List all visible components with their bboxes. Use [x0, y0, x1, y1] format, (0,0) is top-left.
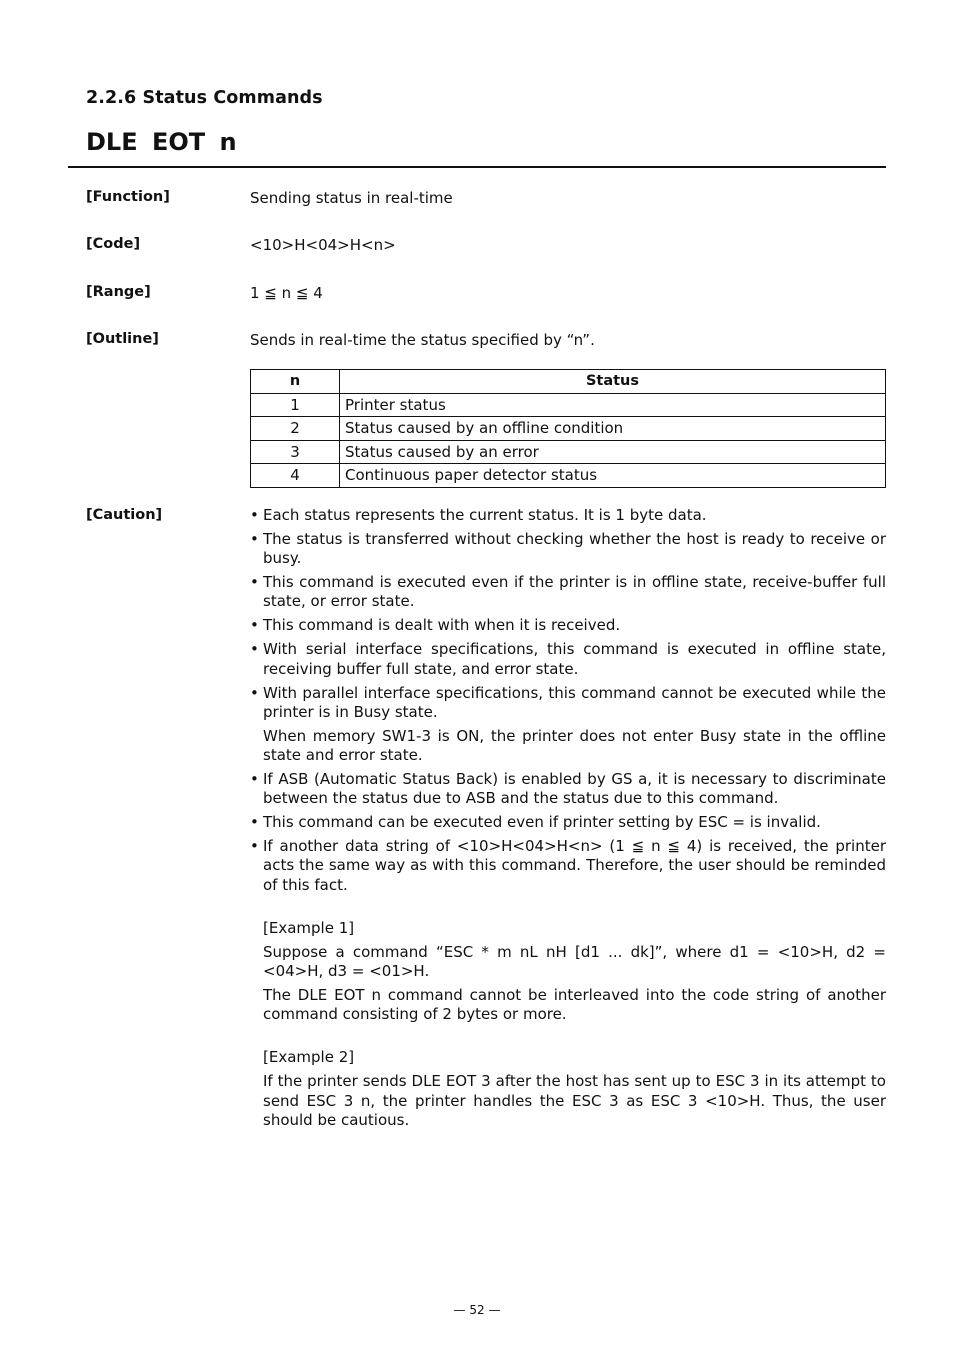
table-header-row	[251, 370, 886, 394]
function-value: Sending status in real-time	[250, 189, 453, 207]
bullet: •	[250, 683, 259, 702]
caution-item	[250, 770, 886, 808]
status-table	[250, 369, 886, 488]
cell-status: Printer status	[340, 393, 886, 417]
title-divider	[68, 166, 886, 168]
caution-text: With parallel interface specifications, this command cannot be executed while the printer is in Busy state.	[263, 683, 886, 721]
example2-label: [Example 2]	[263, 1048, 355, 1067]
example2-text: If the printer sends DLE EOT 3 after the host has sent up to ESC 3 in its attempt to send ESC 3 n, the printer handles the ESC 3 as ESC 3 <10>H. Thus, the user should be cautious.	[263, 1072, 886, 1129]
caution-text: This command can be executed even if printer setting by ESC = is invalid.	[263, 813, 821, 832]
code-label: [Code]	[86, 236, 141, 252]
caution-text: This command is executed even if the printer is in offline state, receive-buffer full state, or error state.	[263, 573, 886, 611]
caution-item	[250, 837, 886, 895]
bullet: •	[250, 530, 259, 548]
bullet: •	[250, 770, 259, 789]
range-value: 1 ≦ n ≦ 4	[250, 284, 323, 302]
example1-note: The DLE EOT n command cannot be interleaved into the code string of another command consisting of 2 bytes or more.	[263, 986, 886, 1024]
table-row	[251, 393, 886, 417]
caution-item	[250, 506, 886, 525]
caution-list-continued	[250, 770, 886, 895]
caution-list	[250, 506, 886, 722]
bullet: •	[250, 506, 259, 524]
bullet: •	[250, 573, 259, 592]
caution-text: This command is dealt with when it is received.	[263, 616, 621, 635]
table-row	[251, 417, 886, 441]
cell-status: Status caused by an error	[340, 440, 886, 464]
code-value: <10>H<04>H<n>	[250, 236, 396, 254]
parallel-note: When memory SW1-3 is ON, the printer does not enter Busy state in the offline state and error state.	[263, 726, 886, 765]
caution-text: If ASB (Automatic Status Back) is enabled by GS a, it is necessary to discriminate between the status due to ASB and the status due to this command.	[263, 770, 886, 808]
caution-item	[250, 813, 886, 832]
example1-label: [Example 1]	[263, 918, 355, 937]
cell-status: Status caused by an offline condition	[340, 417, 886, 441]
caution-body	[250, 506, 886, 1135]
caution-item	[250, 640, 886, 678]
caution-item	[250, 573, 886, 611]
caution-text: With serial interface specifications, this command is executed in offline state, receiving buffer full state, and error state.	[263, 640, 886, 678]
column-header-status: Status	[340, 370, 886, 394]
range-label: [Range]	[86, 284, 151, 300]
function-label: [Function]	[86, 189, 170, 205]
caution-text: The status is transferred without checking whether the host is ready to receive or busy.	[263, 530, 886, 568]
command-title: DLE EOT n	[86, 128, 237, 156]
outline-value: Sends in real-time the status specified by “n”.	[250, 331, 595, 349]
bullet: •	[250, 813, 259, 832]
bullet: •	[250, 616, 259, 635]
cell-n: 1	[251, 393, 340, 417]
column-header-n: n	[251, 370, 340, 394]
cell-n: 4	[251, 464, 340, 488]
caution-text: If another data string of <10>H<04>H<n> (1 ≦ n ≦ 4) is received, the printer acts the same way as with this command. Therefore, the user should be reminded of this fact.	[263, 837, 886, 894]
caution-item	[250, 684, 886, 722]
table-row	[251, 464, 886, 488]
cell-n: 2	[251, 417, 340, 441]
section-heading: 2.2.6 Status Commands	[86, 88, 323, 108]
page-number: — 52 —	[453, 1303, 501, 1317]
cell-n: 3	[251, 440, 340, 464]
example1-text: Suppose a command “ESC * m nL nH [d1 ... dk]”, where d1 = <10>H, d2 = <04>H, d3 = <01>H.	[263, 942, 886, 981]
bullet: •	[250, 640, 259, 659]
cell-status: Continuous paper detector status	[340, 464, 886, 488]
caution-item	[250, 616, 886, 635]
table-row	[251, 440, 886, 464]
outline-label: [Outline]	[86, 331, 159, 347]
caution-label: [Caution]	[86, 507, 163, 523]
caution-text: Each status represents the current status. It is 1 byte data.	[263, 506, 707, 524]
bullet: •	[250, 837, 259, 856]
caution-item	[250, 530, 886, 568]
